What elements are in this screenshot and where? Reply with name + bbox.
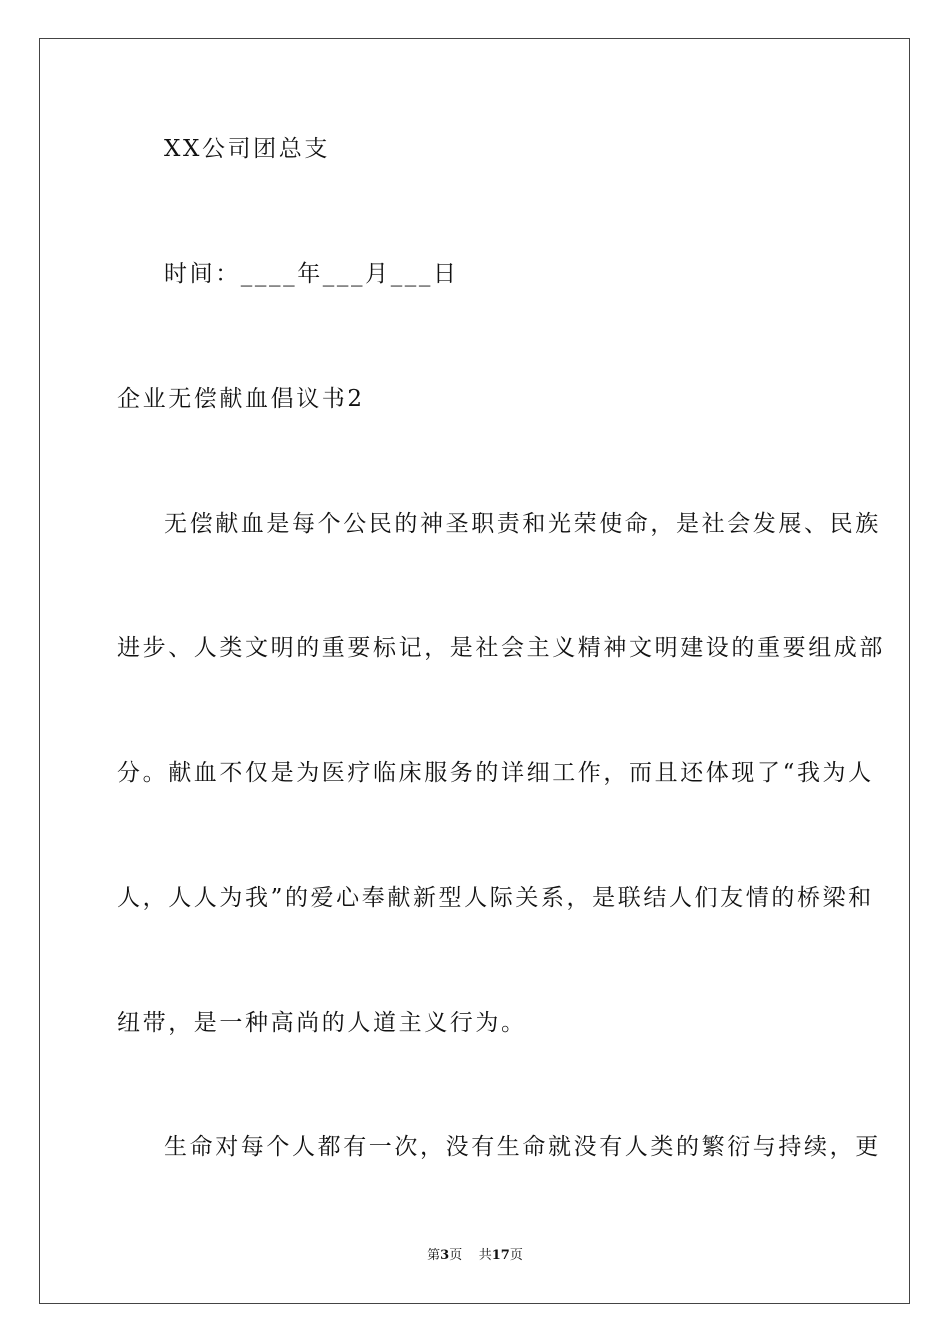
page-border: [39, 38, 910, 1304]
page-footer: [0, 1247, 950, 1265]
signature-line: XX公司团总支: [164, 136, 330, 162]
paragraph1-line4: 人，人人为我”的爱心奉献新型人际关系，是联结人们友情的桥梁和: [117, 885, 874, 911]
paragraph2-line1: 生命对每个人都有一次，没有生命就没有人类的繁衍与持续，更: [164, 1134, 881, 1160]
footer-page-prefix: 第: [427, 1248, 441, 1263]
paragraph1-line2: 进步、人类文明的重要标记，是社会主义精神文明建设的重要组成部: [117, 635, 885, 661]
paragraph1-line3: 分。献血不仅是为医疗临床服务的详细工作，而且还体现了“我为人: [117, 760, 874, 786]
paragraph1-line5: 纽带，是一种高尚的人道主义行为。: [117, 1010, 527, 1036]
footer-total-pages: 17: [491, 1248, 510, 1263]
document-title: 企业无偿献血倡议书2: [117, 386, 365, 412]
footer-page-number: 3: [440, 1248, 450, 1263]
paragraph1-line1: 无偿献血是每个公民的神圣职责和光荣使命，是社会发展、民族: [164, 511, 881, 537]
footer-total-prefix: 共: [478, 1248, 492, 1263]
footer-page-suffix: 页: [449, 1248, 463, 1263]
footer-total-suffix: 页: [509, 1248, 523, 1263]
date-line: 时间：____年___月___日: [164, 261, 459, 287]
